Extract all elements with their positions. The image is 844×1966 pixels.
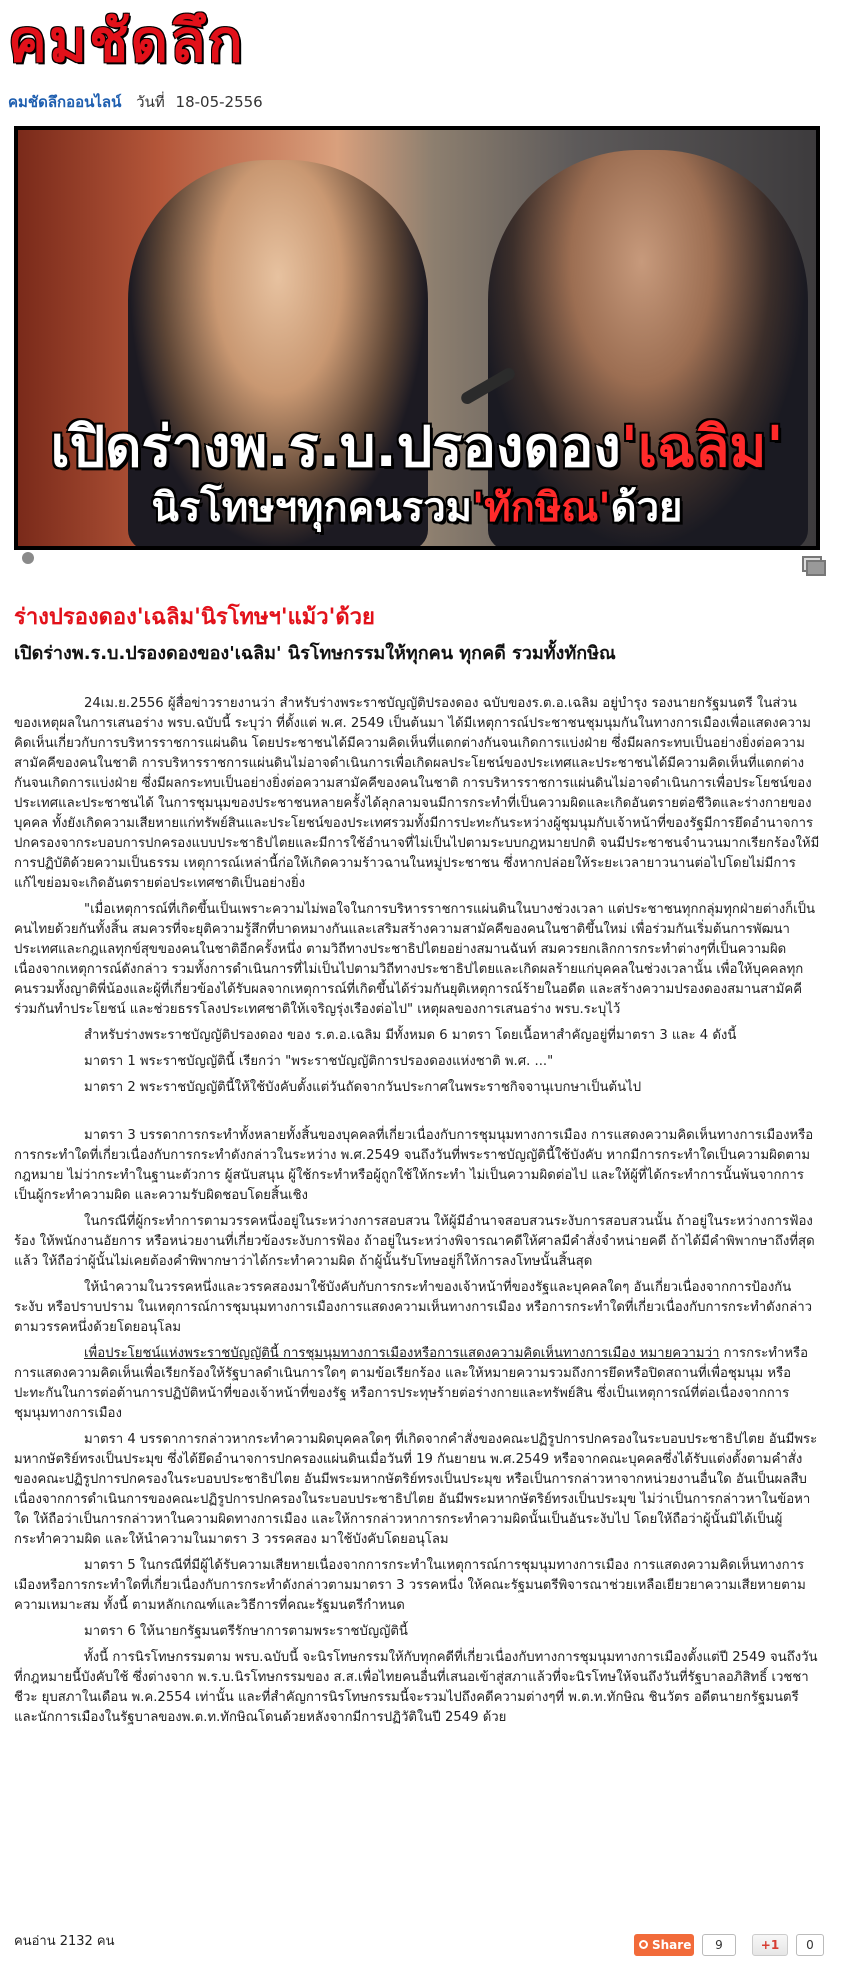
definition-term: เพื่อประโยชน์แห่งพระราชบัญญัตินี้ การชุมนุมทางการเมืองหรือการแสดงความคิดเห็นทางการเมือง หมายความว่า [84, 1346, 720, 1361]
article-paragraph: "เมื่อเหตุการณ์ที่เกิดขึ้นเป็นเพราะความไม่พอใจในการบริหารราชการแผ่นดินในบางช่วงเวลา แต่ประชาชนทุกกลุ่มทุกฝ่ายต่างก็เป็นคนไทยด้วยกันทั้งสิ้น สมควรที่จะยุติความรู้สึกที่บาดหมางกันและเสริมสร้างความสามัคคีของคนในชาติขึ้นใหม่ เพื่อร่วมกันเริ่มต้นการพัฒนาประเทศและกฎแลทุกข์สุขของคนในชาติอีกครั้งหนึ่ง ตามวิถีทางประชาธิปไตยอย่างสมานฉันท์ สมควรยกเลิกการกระทำต่างๆที่เป็นความผิด เนื่องจากเหตุการณ์ดังกล่าว รวมทั้งการดำเนินการที่ไม่เป็นไปตามวิถีทางประชาธิปไตยและเกิดผลร้ายแก่บุคคลในช่วงเวลานั้น เพื่อให้บุคคลทุกคนรวมทั้งญาติพี่น้องและผู้ที่เกี่ยวข้องได้รับผลจากเหตุการณ์ที่เกิดขึ้นได้ร่วมกันยุติเหตุการณ์ร้ายในอดีต และสร้างความปรองดองสมานสามัคคีร่วมกันทำประโยชน์ และช่วยธรรโลงประเทศชาติให้เจริญรุ่งเรืองต่อไป" เหตุผลของการเสนอร่าง พรบ.ระบุไว้ [14, 902, 816, 1017]
gallery-icon[interactable] [802, 556, 824, 574]
hero-caption-line2-text: นิรโทษฯทุกคนรวม [151, 485, 473, 531]
dateline [8, 90, 263, 114]
google-plus-label: +1 [760, 1938, 780, 1952]
article-paragraph [14, 1344, 820, 1424]
article-paragraph: ทั้งนี้ การนิรโทษกรรมตาม พรบ.ฉบับนี้ จะนิรโทษกรรมให้กับทุกคดีที่เกี่ยวเนื่องกับทางการชุมนุมทางการเมืองตั้งแต่ปี 2549 จนถึงวันที่กฎหมายนี้บังคับใช้ ซึ่งต่างจาก พ.ร.บ.นิรโทษกรรมของ ส.ส.เพื่อไทยคนอื่นที่เสนอเข้าสู่สภาแล้วที่จะนิรโทษให้จนถึงวันที่รัฐบาลอภิสิทธิ์ เวชชาชีวะ ยุบสภาในเดือน พ.ค.2554 เท่านั้น และที่สำคัญการนิรโทษกรรมนี้จะรวมไปถึงคดีความต่างๆที่ พ.ต.ท.ทักษิณ ชินวัตร อดีตนายกรัฐมนตรีและนักการเมืองในรัฐบาลของพ.ต.ท.ทักษิณโดนด้วยหลังจากมีการปฏิวัติในปี 2549 ด้วย [14, 1650, 818, 1725]
article-paragraph: ให้นำความในวรรคหนึ่งและวรรคสองมาใช้บังคับกับการกระทำของเจ้าหน้าที่ของรัฐและบุคคลใดๆ อันเกี่ยวเนื่องจากการป้องกันระงับ หรือปราบปราม ในเหตุการณ์การชุมนุมทางการเมืองการแสดงความเห็นทางการเมือง หรือการกระทำใดที่เกี่ยวเนื่องกับการกระทำดังกล่าวตามวรรคหนึ่งด้วยโดยอนุโลม [14, 1280, 813, 1335]
article-paragraph: มาตรา 4 บรรดาการกล่าวหากระทำความผิดบุคคลใดๆ ที่เกิดจากคำสั่งของคณะปฏิรูปการปกครองในระบอบประชาธิปไตย อันมีพระมหากษัตริย์ทรงเป็นประมุข ซึ่งได้ยึดอำนาจการปกครองแผ่นดินเมื่อวันที่ 19 กันยายน พ.ศ.2549 หรือจากคณะบุคคลซึ่งได้รับแต่งตั้งตามคำสั่งของคณะปฏิรูปการปกครองในระบอบประชาธิปไตย อันมีพระมหากษัตริย์ทรงเป็นประมุข หรือเป็นการกล่าวหาจากหน่วยงานอื่นใด อันเป็นผลสืบเนื่องจากการดำเนินการของคณะปฏิรูปการปกครองในระบอบประชาธิปไตย อันมีพระมหากษัตริย์ทรงเป็นประมุข ไม่ว่าเป็นการกล่าวหาในข้อหาใด ให้ถือว่าเป็นการกล่าวหาในความผิดทางการเมือง และให้การกล่าวหาการกระทำความผิดนั้นเป็นอันระงับไป โดยให้ถือว่าผู้นั้นมิได้เป็นผู้กระทำความผิด และให้นำความในมาตรา 3 วรรคสอง มาใช้บังคับโดยอนุโลม [14, 1432, 818, 1547]
article-headline: ร่างปรองดอง'เฉลิม'นิรโทษฯ'แม้ว'ด้วย [14, 605, 375, 630]
share-count: 9 [702, 1934, 736, 1956]
share-icon [639, 1940, 648, 1949]
slide-indicator-dot[interactable] [22, 552, 34, 564]
site-name-link[interactable]: คมชัดลึกออนไลน์ [8, 93, 122, 111]
hero-caption-line1-highlight: 'เฉลิม' [620, 415, 784, 480]
article-paragraph: 24เม.ย.2556 ผู้สื่อข่าวรายงานว่า สำหรับร่างพระราชบัญญัติปรองดอง ฉบับของร.ต.อ.เฉลิม อยู่บำรุง รองนายกรัฐมนตรี ในส่วนของเหตุผลในการเสนอร่าง พรบ.ฉบับนี้ ระบุว่า ที่ดั้งแต่ พ.ศ. 2549 เป็นต้นมา ได้มีเหตุการณ์ประชาชนชุมนุมกันในทางการเมืองเพื่อแสดงความคิดเห็นเกี่ยวกับการบริหารราชการแผ่นดิน โดยประชาชนได้มีความคิดเห็นที่แตกต่างกันจนเกิดการแบ่งฝ่าย ซึ่งมีผลกระทบเป็นอย่างยิ่งต่อความสามัคคีของคนในชาติ การบริหารราชการแผ่นดินไม่อาจดำเนินการเพื่อเกิดผลประโยชน์ของประเทศและประชาชนได้มีความคิดเห็นที่แตกต่างกันจนเกิดการแบ่งฝ่าย ซึ่งมีผลกระทบเป็นอย่างยิ่งต่อความสามัคคีของคนในชาติ การบริหารราชการแผ่นดินไม่อาจดำเนินการเพื่อประโยชน์ของประเทศและประชาชนได้ ในการชุมนุมของประชาชนหลายครั้งได้ลุกลามจนมีการกระทำที่เป็นความผิดและเกิดอันตรายต่อชีวิตและร่างกายของบุคคล ทั้งยังเกิดความเสียหายแก่ทรัพย์สินและประโยชน์ของประเทศรวมทั้งมีการปะทะกันระหว่างผู้ชุมนุมกับเจ้าหน้าที่ของรัฐมีการยึดอำนาจการปกครองจากระบอบการปกครองแบบประชาธิปไตยและมีการใช้อำนาจที่ไม่เป็นไปตามระบบกฎหมายปกติ จนมีประชาชนจำนวนมากเรียกร้องให้มีการปฏิบัติด้วยความเป็นธรรม เหตุการณ์เหล่านี้ก่อให้เกิดความร้าวฉานในหมู่ประชาชน ซึ่งหากปล่อยให้ระยะเวลายาวนานต่อไปโดยไม่มีการแก้ไขย่อมจะเกิดอันตรายต่อประเทศชาติเป็นอย่างยิ่ง [14, 696, 820, 891]
google-plus-button[interactable] [752, 1934, 788, 1956]
share-button[interactable] [634, 1934, 694, 1956]
read-count: คนอ่าน 2132 คน [14, 1934, 115, 1949]
site-logo[interactable] [8, 4, 308, 78]
article-paragraph: มาตรา 6 ให้นายกรัฐมนตรีรักษาการตามพระราชบัญญัตินี้ [84, 1624, 408, 1639]
article-paragraph: มาตรา 3 บรรดาการกระทำทั้งหลายทั้งสิ้นของบุคคลที่เกี่ยวเนื่องกับการชุมนุมทางการเมือง การแสดงความคิดเห็นทางการเมืองหรือการกระทำใดที่เกี่ยวเนื่องกับการกระทำดังกล่าวในระหว่าง พ.ศ.2549 จนถึงวันที่พระราชบัญญัตินี้ใช้บังคับ หากมีการกระทำใดเป็นความผิดตามกฎหมาย ไม่ว่ากระทำในฐานะตัวการ ผู้สนับสนุน ผู้ใช้กระทำหรือผู้ถูกใช้ให้กระทำ ไม่เป็นความผิดต่อไป และให้ผู้ที่ได้กระทำการนั้นพ้นจากการเป็นผู้กระทำความผิด และความรับผิดชอบโดยสิ้นเชิง [14, 1128, 814, 1203]
definition-text: การกระทำหรือการแสดงความคิดเห็นเพื่อเรียกร้องให้รัฐบาลดำเนินการใดๆ ตามข้อเรียกร้อง และให้หมายความรวมถึงการยึดหรือปิดสถานที่เพื่อชุมนุม หรือปะทะกันในการต่อต้านการปฏิบัติหน้าที่ของเจ้าหน้าที่ของรัฐ หรือการประทุษร้ายต่อร่างกายและทรัพย์สิน ซึ่งเป็นเหตุการณ์ที่ต่อเนื่องจากการชุมนุมทางการเมือง [14, 1346, 809, 1421]
hero-image [14, 126, 820, 550]
article-paragraph: ในกรณีที่ผู้กระทำการตามวรรคหนึ่งอยู่ในระหว่างการสอบสวน ให้ผู้มีอำนาจสอบสวนระงับการสอบสวนนั้น ถ้าอยู่ในระหว่างการฟ้องร้อง ให้พนักงานอัยการ หรือหน่วยงานที่เกี่ยวข้องระงับการฟ้อง ถ้าอยู่ในระหว่างพิจารณาคดีให้ศาลมีคำสั่งจำหน่ายคดี ถ้าได้มีคำพิพากษาถึงที่สุดแล้ว ให้ถือว่าผู้นั้นไม่เคยต้องคำพิพากษาว่าได้กระทำความผิด ถ้าผู้นั้นรับโทษอยู่ก็ให้การลงโทษนั้นสิ้นสุด [14, 1214, 815, 1269]
article-paragraph: มาตรา 5 ในกรณีที่มีผู้ได้รับความเสียหายเนื่องจากการกระทำในเหตุการณ์การชุมนุมทางการเมือง การแสดงความคิดเห็นทางการเมืองหรือการกระทำใดที่เกี่ยวเนื่องกับการกระทำดังกล่าวตามมาตรา 3 วรรคหนึ่ง ให้คณะรัฐมนตรีพิจารณาช่วยเหลือเยียวยาความเสียหายตามความเหมาะสม ทั้งนี้ ตามหลักเกณฑ์และวิธีการที่คณะรัฐมนตรีกำหนด [14, 1558, 806, 1613]
date-value: 18-05-2556 [175, 93, 263, 111]
logo-text: คมชัดลึก [8, 7, 245, 75]
masthead [0, 0, 844, 80]
hero-caption-line1-text: เปิดร่างพ.ร.บ.ปรองดอง [50, 415, 621, 480]
hero-caption-line1 [18, 416, 816, 480]
hero-caption-line2-tail: ด้วย [610, 485, 683, 531]
hero-caption-line2-highlight: 'ทักษิณ' [472, 485, 611, 531]
article-paragraph: มาตรา 2 พระราชบัญญัตินี้ให้ใช้บังคับตั้งแต่วันถัดจากวันประกาศในพระราชกิจจานุเบกษาเป็นต้นไป [84, 1080, 642, 1095]
date-label: วันที่ [136, 93, 165, 111]
google-plus-count: 0 [796, 1934, 824, 1956]
article-paragraph: มาตรา 1 พระราชบัญญัตินี้ เรียกว่า "พระราชบัญญัติการปรองดองแห่งชาติ พ.ศ. ..." [84, 1054, 554, 1069]
hero-caption-line2 [18, 482, 816, 534]
share-button-label: Share [652, 1938, 692, 1952]
article-subhead: เปิดร่างพ.ร.บ.ปรองดองของ'เฉลิม' นิรโทษกรรมให้ทุกคน ทุกคดี รวมทั้งทักษิณ [14, 643, 616, 664]
article-paragraph: สำหรับร่างพระราชบัญญัติปรองดอง ของ ร.ต.อ.เฉลิม มีทั้งหมด 6 มาตรา โดยเนื้อหาสำคัญอยู่ที่มาตรา 3 และ 4 ดังนี้ [84, 1028, 737, 1043]
article-body [14, 694, 820, 1734]
